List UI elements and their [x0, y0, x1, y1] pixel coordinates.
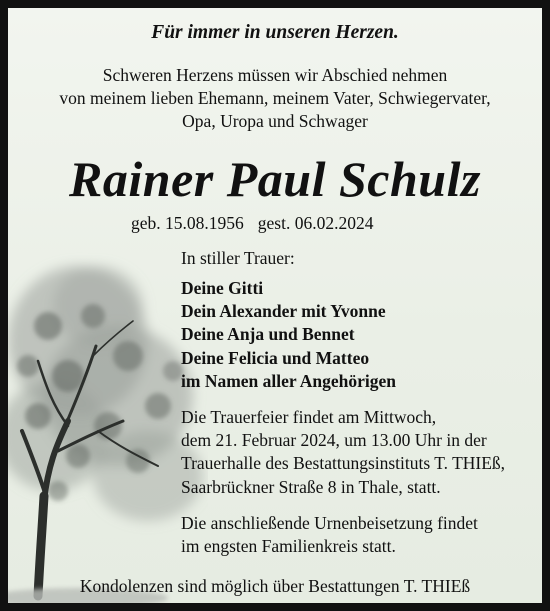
ceremony-line: Saarbrückner Straße 8 in Thale, statt. — [181, 476, 441, 497]
ceremony-line: Die Trauerfeier findet am Mittwoch, — [181, 407, 437, 427]
life-dates — [131, 213, 373, 234]
intro-line: Opa, Uropa und Schwager — [182, 111, 368, 131]
intro-text — [8, 64, 542, 133]
intro-line: Schweren Herzens müssen wir Abschied nehmen — [102, 65, 448, 85]
family-member: Dein Alexander mit Yvonne — [181, 301, 386, 322]
ceremony-info — [181, 406, 505, 499]
family-member: Deine Anja und Bennet — [181, 324, 355, 345]
motto-heading: Für immer in unseren Herzen. — [151, 22, 399, 43]
death-date: gest. 06.02.2024 — [257, 213, 374, 233]
burial-info — [181, 512, 478, 558]
ceremony-line: Trauerhalle des Bestattungsinstituts T. THIEß, — [181, 453, 506, 474]
condolences-note: Kondolenzen sind möglich über Bestattungen T. THIEß — [79, 576, 471, 596]
tree-illustration — [8, 246, 208, 603]
family-member: im Namen aller Angehörigen — [181, 370, 397, 391]
burial-line: im engsten Familienkreis statt. — [181, 536, 396, 557]
ceremony-line: dem 21. Februar 2024, um 13.00 Uhr in der — [181, 430, 487, 451]
family-member: Deine Felicia und Matteo — [181, 347, 370, 368]
mourning-label: In stiller Trauer: — [181, 248, 295, 268]
deceased-name: Rainer Paul Schulz — [69, 151, 481, 207]
family-member: Deine Gitti — [181, 278, 264, 298]
birth-date: geb. 15.08.1956 — [131, 213, 244, 233]
intro-line: von meinem lieben Ehemann, meinem Vater, Schwiegervater, — [59, 88, 491, 108]
burial-line: Die anschließende Urnenbeisetzung findet — [181, 513, 478, 533]
family-list — [181, 277, 396, 393]
